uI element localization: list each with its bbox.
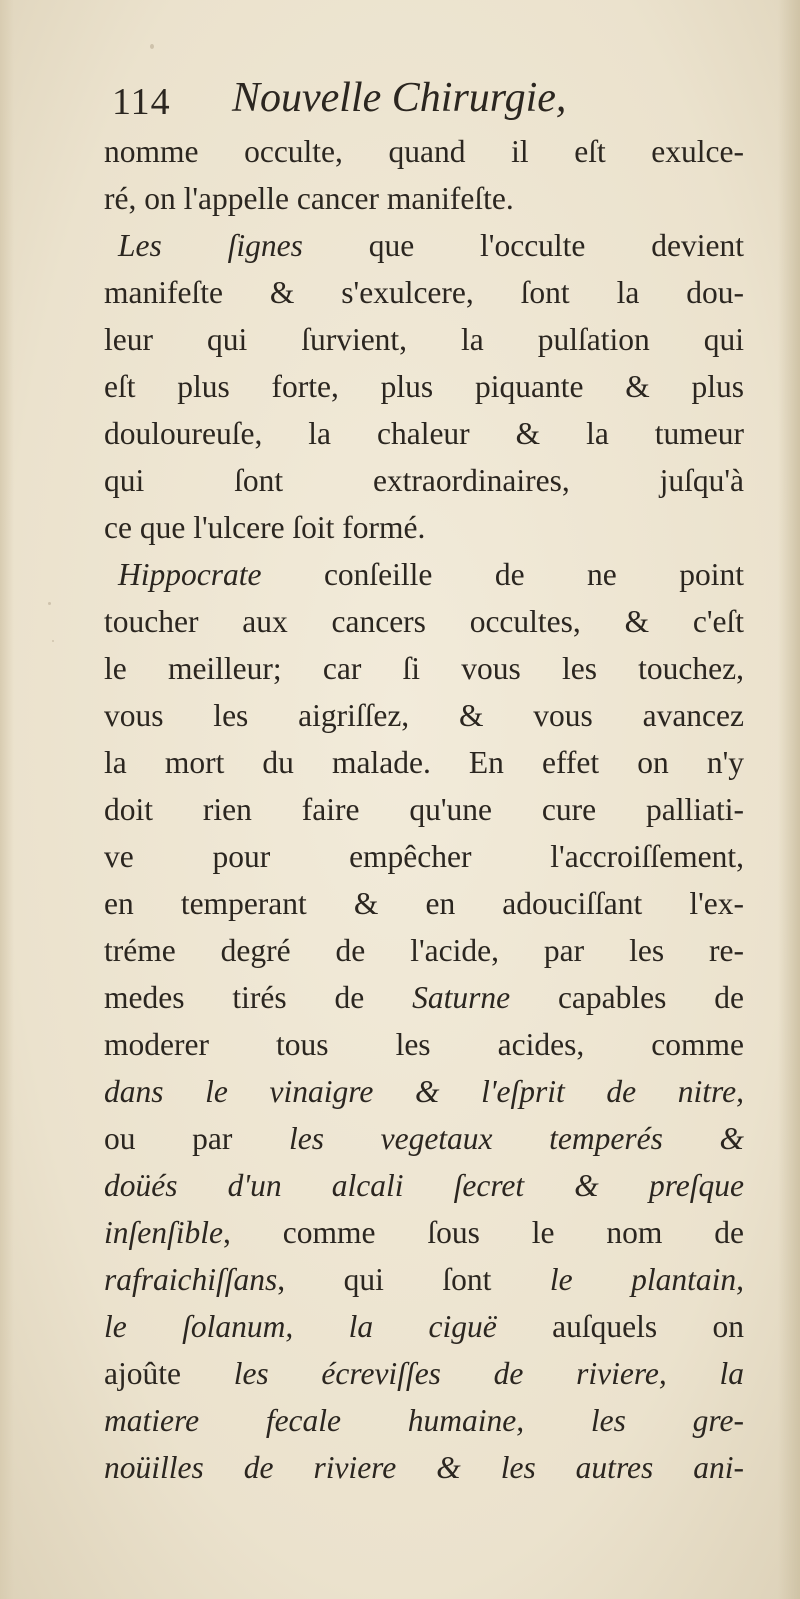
roman-text: ajoûte — [104, 1356, 234, 1391]
italic-text: le ſolanum, la ciguë — [104, 1309, 497, 1344]
text-line — [104, 1397, 744, 1444]
italic-text: le plantain, — [549, 1262, 744, 1297]
roman-text: ou par — [104, 1121, 289, 1156]
text-line — [104, 222, 744, 269]
body-text — [104, 128, 744, 1491]
text-line — [104, 457, 744, 504]
text-line — [104, 1256, 744, 1303]
italic-text: inſenſible — [104, 1215, 223, 1250]
italic-text: noüilles de riviere & les autres ani- — [104, 1450, 744, 1485]
text-line — [104, 1068, 744, 1115]
text-line — [104, 1303, 744, 1350]
text-line — [104, 974, 744, 1021]
italic-text: doüés d'un alcali ſecret & preſque — [104, 1168, 744, 1203]
italic-text: les vegetaux temperés & — [288, 1121, 744, 1156]
roman-text: conſeille de ne point — [261, 557, 744, 592]
page-right-edge — [778, 0, 800, 1599]
text-line — [104, 927, 744, 974]
text-line — [104, 1162, 744, 1209]
italic-text: Saturne — [412, 980, 511, 1015]
text-line — [104, 316, 744, 363]
text-line — [104, 551, 744, 598]
page-header — [112, 70, 752, 130]
text-line — [104, 1021, 744, 1068]
italic-text: matiere fecale humaine, les gre- — [104, 1403, 744, 1438]
roman-text: , comme ſous le nom de — [222, 1215, 744, 1250]
text-line — [104, 833, 744, 880]
roman-text: manifeſte & s'exulcere, ſont la dou- — [104, 275, 744, 310]
roman-text: la mort du malade. En effet on n'y — [104, 745, 744, 780]
text-line — [104, 175, 744, 222]
italic-text: Les ſignes — [118, 228, 303, 263]
roman-text: toucher aux cancers occultes, & c'eſt — [104, 604, 744, 639]
roman-text: auſquels on — [496, 1309, 744, 1344]
roman-text: douloureuſe, la chaleur & la tumeur — [104, 416, 744, 451]
text-line — [104, 739, 744, 786]
roman-text: doit rien faire qu'une cure palliati- — [104, 792, 744, 827]
ink-speck — [48, 602, 51, 605]
text-line — [104, 1350, 744, 1397]
text-line — [104, 1115, 744, 1162]
roman-text: tréme degré de l'acide, par les re- — [104, 933, 744, 968]
running-title: Nouvelle Chirurgie, — [232, 75, 567, 121]
roman-text: qui ſont extraordinaires, juſqu'à — [104, 463, 744, 498]
roman-text: ve pour empêcher l'accroiſſement, — [104, 839, 744, 874]
roman-text: moderer tous les acides, comme — [104, 1027, 744, 1062]
italic-text: dans le vinaigre & l'eſprit de nitre, — [104, 1074, 744, 1109]
roman-text: , qui ſont — [277, 1262, 550, 1297]
ink-speck — [52, 640, 54, 642]
text-line — [104, 504, 744, 551]
text-line — [104, 128, 744, 175]
text-line — [104, 410, 744, 457]
text-line — [104, 1209, 744, 1256]
roman-text: ré, on l'appelle cancer manifeſte. — [104, 181, 514, 216]
italic-text: Hippocrate — [118, 557, 262, 592]
roman-text: en temperant & en adouciſſant l'ex- — [104, 886, 744, 921]
page-left-edge — [0, 0, 14, 1599]
text-line — [104, 645, 744, 692]
ink-speck — [150, 44, 154, 49]
italic-text: les écreviſſes de riviere, la — [233, 1356, 745, 1391]
roman-text: eſt plus forte, plus piquante & plus — [104, 369, 744, 404]
text-line — [104, 786, 744, 833]
text-line — [104, 880, 744, 927]
roman-text: leur qui ſurvient, la pulſation qui — [104, 322, 744, 357]
italic-text: rafraichiſſans — [104, 1262, 278, 1297]
roman-text: medes tirés de — [104, 980, 413, 1015]
roman-text: que l'occulte devient — [302, 228, 744, 263]
roman-text: ce que l'ulcere ſoit formé. — [104, 510, 426, 545]
text-line — [104, 269, 744, 316]
text-line — [104, 598, 744, 645]
roman-text: le meilleur; car ſi vous les touchez, — [104, 651, 744, 686]
text-line — [104, 363, 744, 410]
roman-text: nomme occulte, quand il eſt exulce- — [104, 134, 744, 169]
page-number: 114 — [112, 81, 171, 123]
roman-text: vous les aigriſſez, & vous avancez — [104, 698, 744, 733]
roman-text: capables de — [510, 980, 745, 1015]
text-line — [104, 1444, 744, 1491]
text-line — [104, 692, 744, 739]
